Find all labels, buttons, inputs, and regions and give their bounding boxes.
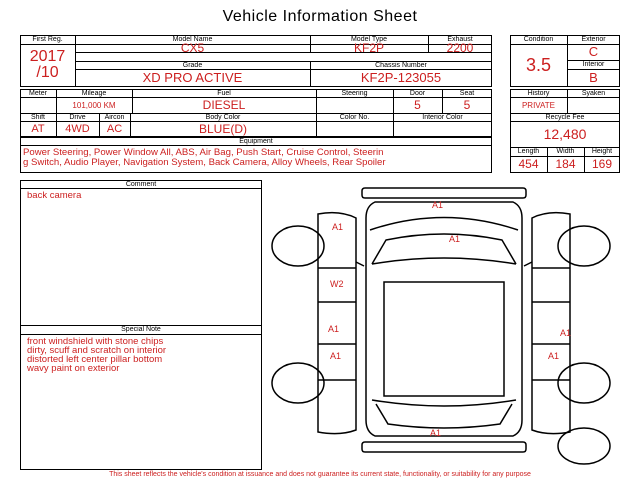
damage-mark-right-rear-quarter: A1 [548, 351, 560, 361]
front-bumper [362, 188, 526, 198]
first-reg-year: 2017 [29, 48, 66, 65]
length-label: Length [517, 148, 540, 155]
comment-text: back camera [27, 190, 82, 201]
seat-value: 5 [463, 98, 471, 112]
body-color-value: BLUE(D) [198, 122, 247, 136]
chassis-label: Chassis Number [375, 62, 427, 69]
car-body-outline [366, 202, 522, 436]
spare-tire [558, 428, 610, 464]
model-name-label: Model Name [172, 36, 213, 43]
comment-label: Comment [125, 181, 157, 188]
height-value: 169 [591, 157, 613, 171]
damage-mark-right-rear-door: A1 [560, 328, 572, 338]
first-reg-label: First Reg. [32, 36, 63, 43]
equipment-label: Equipment [239, 138, 273, 145]
grade-value: XD PRO ACTIVE [142, 70, 243, 85]
syaken-label: Syaken [581, 90, 606, 97]
shift-label: Shift [30, 114, 45, 121]
condition-label: Condition [523, 36, 554, 43]
condition-value: 3.5 [525, 55, 552, 75]
door-label: Door [409, 90, 426, 97]
interior-value: B [589, 70, 598, 85]
drive-label: Drive [69, 114, 86, 121]
interior-color-label: Interior Color [422, 114, 463, 121]
damage-mark-front-left-fender: A1 [332, 222, 344, 232]
model-name-value: CX5 [180, 41, 205, 55]
model-type-label: Model Type [350, 36, 388, 43]
special-note-label: Special Note [121, 326, 161, 333]
exhaust-label: Exhaust [447, 36, 473, 43]
car-damage-diagram [262, 178, 622, 470]
aircon-value: AC [106, 123, 123, 135]
seat-label: Seat [459, 90, 475, 97]
length-value: 454 [518, 157, 539, 171]
mileage-label: Mileage [81, 90, 107, 97]
damage-mark-left-rear-door: A1 [328, 324, 340, 334]
aircon-label: Aircon [104, 114, 125, 121]
front-left-tire [272, 226, 324, 266]
rear-left-tire [272, 363, 324, 403]
fuel-value: DIESEL [202, 98, 246, 112]
equipment-line-1: Power Steering, Power Window All, ABS, Air Bag, Push Start, Cruise Control, Steerin [23, 148, 384, 158]
history-label: History [527, 90, 550, 97]
width-label: Width [556, 148, 575, 155]
steering-label: Steering [341, 90, 368, 97]
model-type-value: KF2P [353, 41, 384, 55]
special-note-line-4: wavy paint on exterior [27, 363, 120, 374]
history-value: PRIVATE [521, 101, 556, 110]
special-note-line-2: dirty, scuff and scratch on interior [27, 345, 167, 356]
rear-right-tire [558, 363, 610, 403]
mileage-value: 101,000 KM [72, 101, 116, 110]
right-side-panel [532, 213, 570, 434]
recycle-label: Recycle Fee [545, 114, 585, 121]
shift-value: AT [31, 123, 45, 135]
door-value: 5 [414, 98, 421, 112]
damage-mark-hood: A1 [449, 234, 461, 244]
rear-bumper [362, 442, 526, 452]
front-right-tire [558, 226, 610, 266]
first-reg-month: /10 [36, 64, 59, 81]
damage-mark-front-bumper: A1 [432, 200, 444, 210]
exterior-value: C [588, 44, 599, 59]
damage-mark-left-front-door: W2 [330, 279, 344, 289]
meter-label: Meter [29, 90, 47, 97]
body-color-label: Body Color [205, 114, 241, 121]
recycle-value: 12,480 [543, 126, 587, 142]
exterior-label: Exterior [581, 36, 606, 43]
width-value: 184 [555, 157, 576, 171]
special-note-line-3: distorted left center pillar bottom [27, 354, 163, 365]
color-no-label: Color No. [339, 114, 370, 121]
damage-mark-left-rear-quarter: A1 [330, 351, 342, 361]
fuel-label: Fuel [217, 90, 231, 97]
equipment-line-2: g Switch, Audio Player, Navigation System, Back Camera, Alloy Wheels, Rear Spoiler [23, 158, 386, 168]
damage-mark-rear-bumper: A1 [430, 428, 442, 438]
exhaust-value: 2200 [446, 41, 474, 55]
chassis-value: KF2P-123055 [360, 70, 442, 85]
interior-label: Interior [582, 61, 605, 68]
grade-label: Grade [182, 62, 203, 69]
sheet-title: Vehicle Information Sheet [222, 8, 418, 25]
disclaimer-footer: This sheet reflects the vehicle's condition at issuance and does not guarantee its current state, functionality, or suitability for any purpose [109, 471, 531, 478]
height-label: Height [591, 148, 613, 155]
drive-value: 4WD [65, 123, 90, 135]
special-note-line-1: front windshield with stone chips [27, 336, 164, 347]
